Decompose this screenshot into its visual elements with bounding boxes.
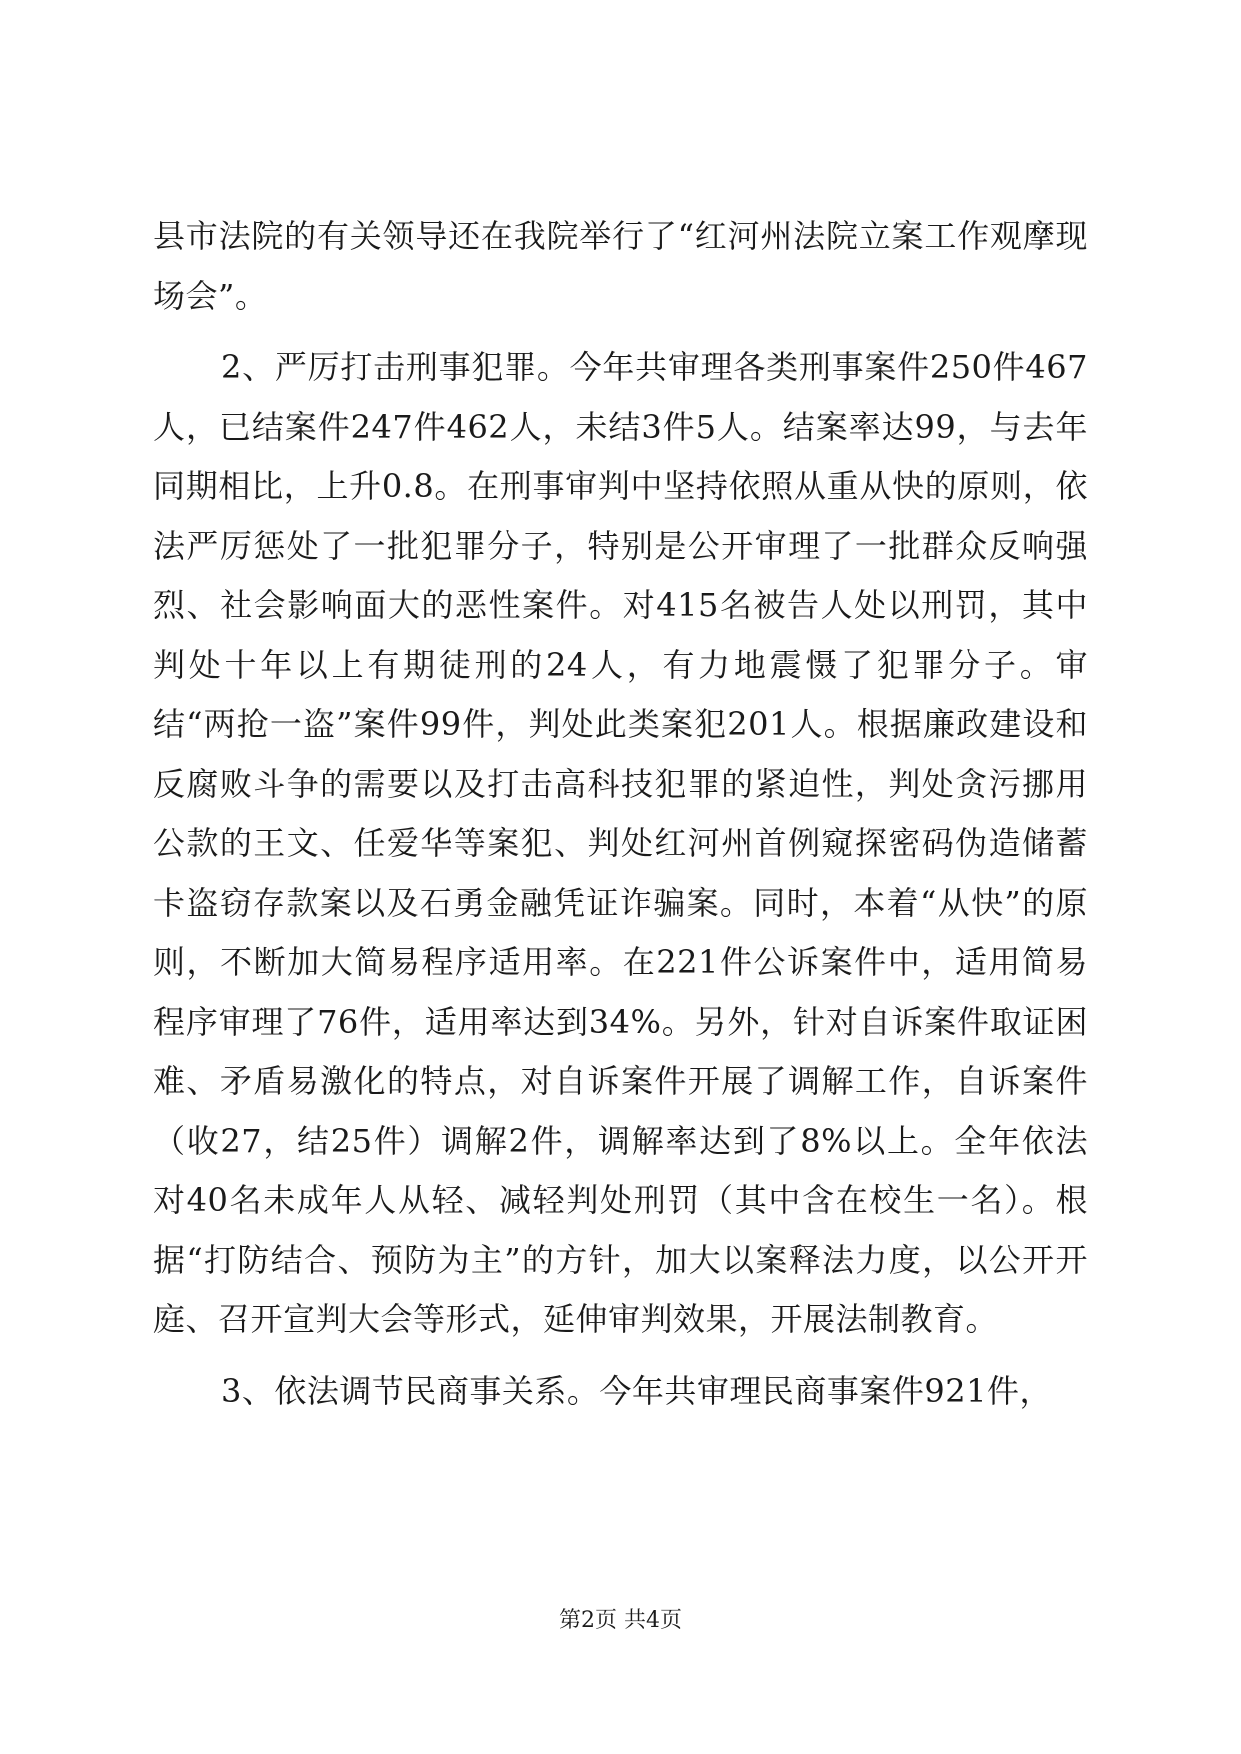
page-number-footer: 第2页 共4页 xyxy=(559,1608,682,1633)
paragraph-civil-commercial: 3、依法调节民商事关系。今年共审理民商事案件921件， xyxy=(221,1371,1052,1410)
document-body xyxy=(153,207,1088,1421)
paragraph-criminal-trials: 2、严厉打击刑事犯罪。今年共审理各类刑事案件250件467人，已结案件247件462人，未结3件5人。结案率达99，与去年同期相比，上升0.8。在刑事审判中坚持依照从重从快的原则，依法严厉惩处了一批犯罪分子，特别是公开审理了一批群众反响强烈、社会影响面大的恶性案件。对415名被告人处以刑罚，其中判处十年以上有期徒刑的24人，有力地震慑了犯罪分子。审结“两抢一盗”案件99件，判处此类案犯201人。根据廉政建设和反腐败斗争的需要以及打击高科技犯罪的紧迫性，判处贪污挪用公款的王文、任爱华等案犯、判处红河州首例窥探密码伪造储蓄卡盗窃存款案以及石勇金融凭证诈骗案。同时，本着“从快”的原则，不断加大简易程序适用率。在221件公诉案件中，适用简易程序审理了76件，适用率达到34%。另外，针对自诉案件取证困难、矛盾易激化的特点，对自诉案件开展了调解工作，自诉案件（收27，结25件）调解2件，调解率达到了8%以上。全年依法对40名未成年人从轻、减轻判处刑罚（其中含在校生一名）。根据“打防结合、预防为主”的方针，加大以案释法力度，以公开开庭、召开宣判大会等形式，延伸审判效果，开展法制教育。 xyxy=(153,348,1088,1338)
paragraph-continuation: 县市法院的有关领导还在我院举行了“红河州法院立案工作观摩现场会”。 xyxy=(153,217,1088,315)
